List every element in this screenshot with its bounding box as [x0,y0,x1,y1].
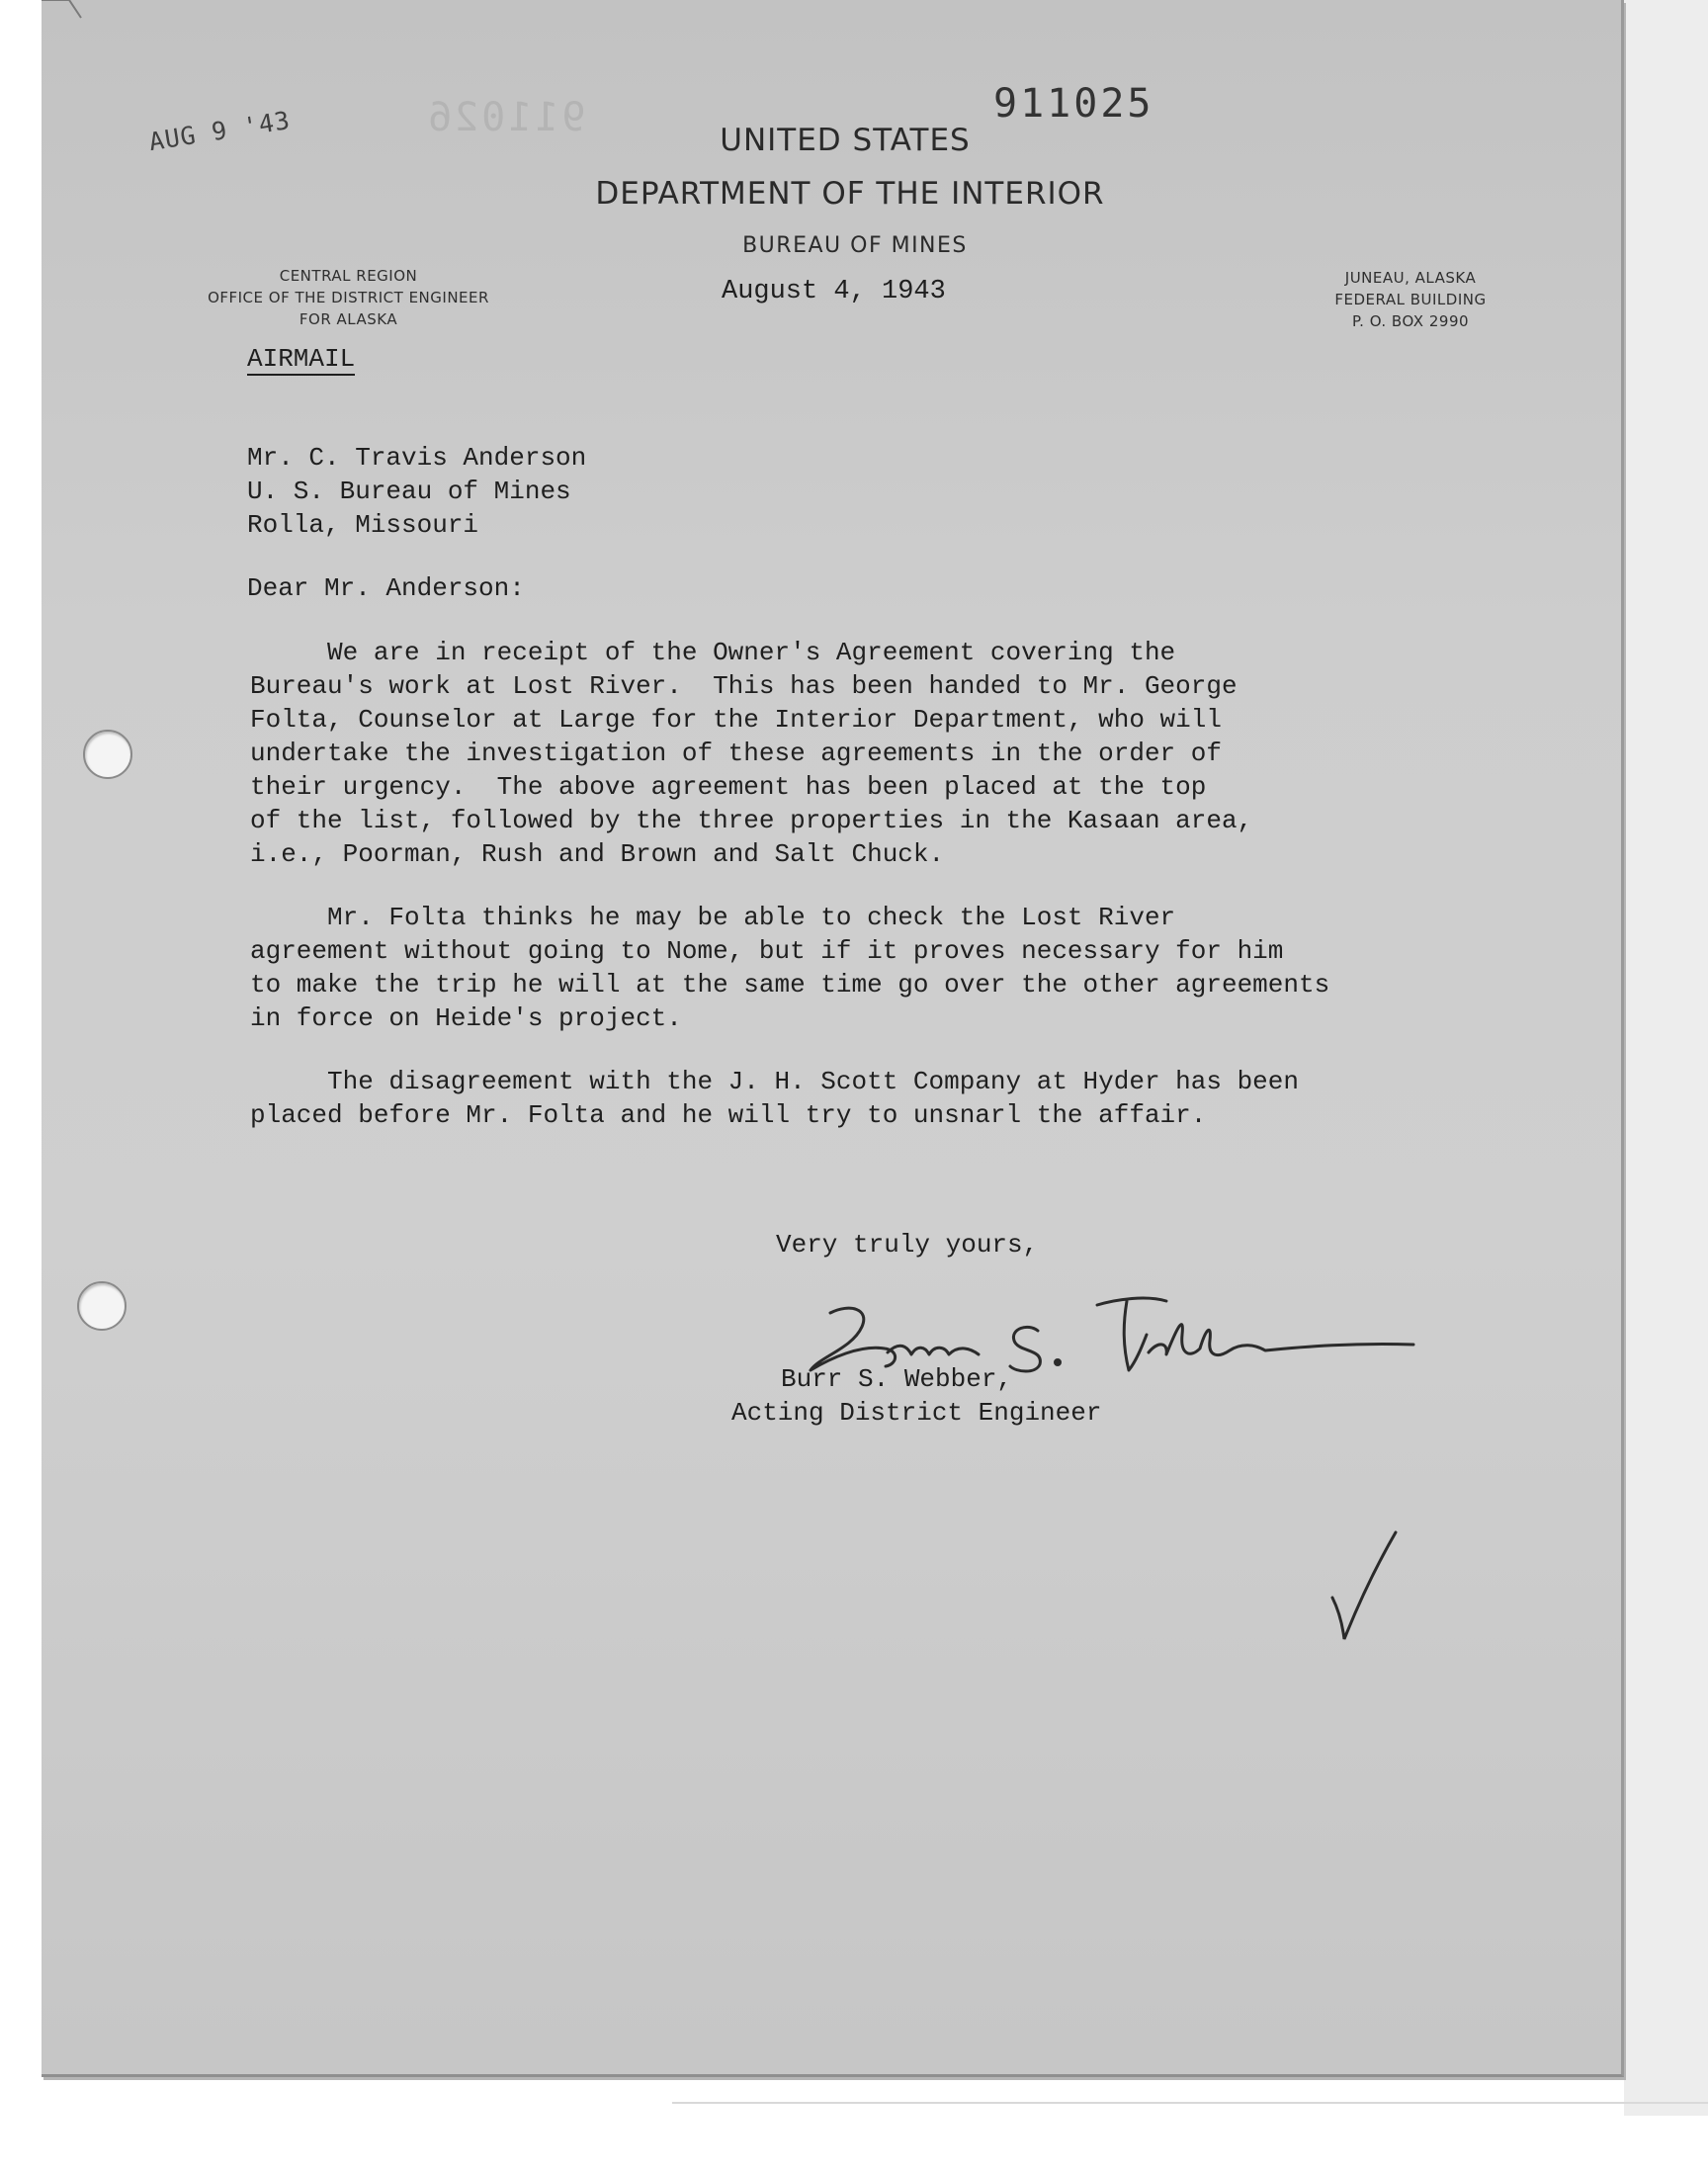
letterhead-department: DEPARTMENT OF THE INTERIOR [595,176,1105,212]
body-paragraph [250,636,1252,871]
punch-hole-top [83,730,132,779]
paragraph-line: i.e., Poorman, Rush and Brown and Salt Chuck. [250,839,945,869]
letterhead-bureau: BUREAU OF MINES [742,233,968,258]
letterhead-united-states: UNITED STATES [720,123,971,158]
paragraph-line: agreement without going to Nome, but if it proves necessary for him [250,936,1284,966]
ghost-number-stamp: 911026 [425,95,586,140]
office-line: CENTRAL REGION [279,267,418,285]
body-paragraph [250,901,1329,1035]
paragraph-line: Bureau's work at Lost River. This has been handed to Mr. George [250,671,1238,701]
salutation: Dear Mr. Anderson: [247,573,525,603]
letterhead-address-block [1277,267,1544,332]
scan-edge-line [672,2102,1708,2104]
closing: Very truly yours, [776,1230,1039,1260]
recipient-line: U. S. Bureau of Mines [247,477,571,506]
paragraph-line: Mr. Folta thinks he may be able to check the Lost River [250,903,1176,932]
check-mark-icon [1324,1522,1404,1651]
address-line: FEDERAL BUILDING [1334,291,1487,308]
address-line: P. O. BOX 2990 [1351,312,1470,330]
paragraph-line: their urgency. The above agreement has been placed at the top [250,772,1207,802]
paragraph-line: undertake the investigation of these agreements in the order of [250,739,1222,768]
letterhead-office-block [138,265,558,330]
recipient-line: Rolla, Missouri [247,510,479,540]
signer-name: Burr S. Webber, [781,1364,1013,1394]
paragraph-line: Folta, Counselor at Large for the Interior Department, who will [250,705,1222,735]
signer-title: Acting District Engineer [731,1398,1102,1428]
office-line: OFFICE OF THE DISTRICT ENGINEER [208,289,489,306]
paragraph-line: in force on Heide's project. [250,1003,682,1033]
office-line: FOR ALASKA [299,310,398,328]
address-line: JUNEAU, ALASKA [1344,269,1477,287]
paragraph-line: to make the trip he will at the same time go over the other agreements [250,970,1330,1000]
paragraph-line: The disagreement with the J. H. Scott Company at Hyder has been [250,1067,1299,1096]
paragraph-line: of the list, followed by the three properties in the Kasaan area, [250,806,1253,835]
scan-margin [1624,0,1708,2116]
delivery-method: AIRMAIL [247,344,356,374]
paragraph-line: We are in receipt of the Owner's Agreement covering the [250,638,1176,667]
body-paragraph [250,1065,1299,1132]
punch-hole-bottom [77,1281,127,1331]
paragraph-line: placed before Mr. Folta and he will try to unsnarl the affair. [250,1100,1207,1130]
letter-date: August 4, 1943 [722,277,946,306]
file-number-stamp: 911025 [993,81,1154,127]
recipient-line: Mr. C. Travis Anderson [247,443,587,473]
corner-fold-mark [42,0,140,40]
received-date-stamp: AUG 9 '43 [146,105,293,157]
